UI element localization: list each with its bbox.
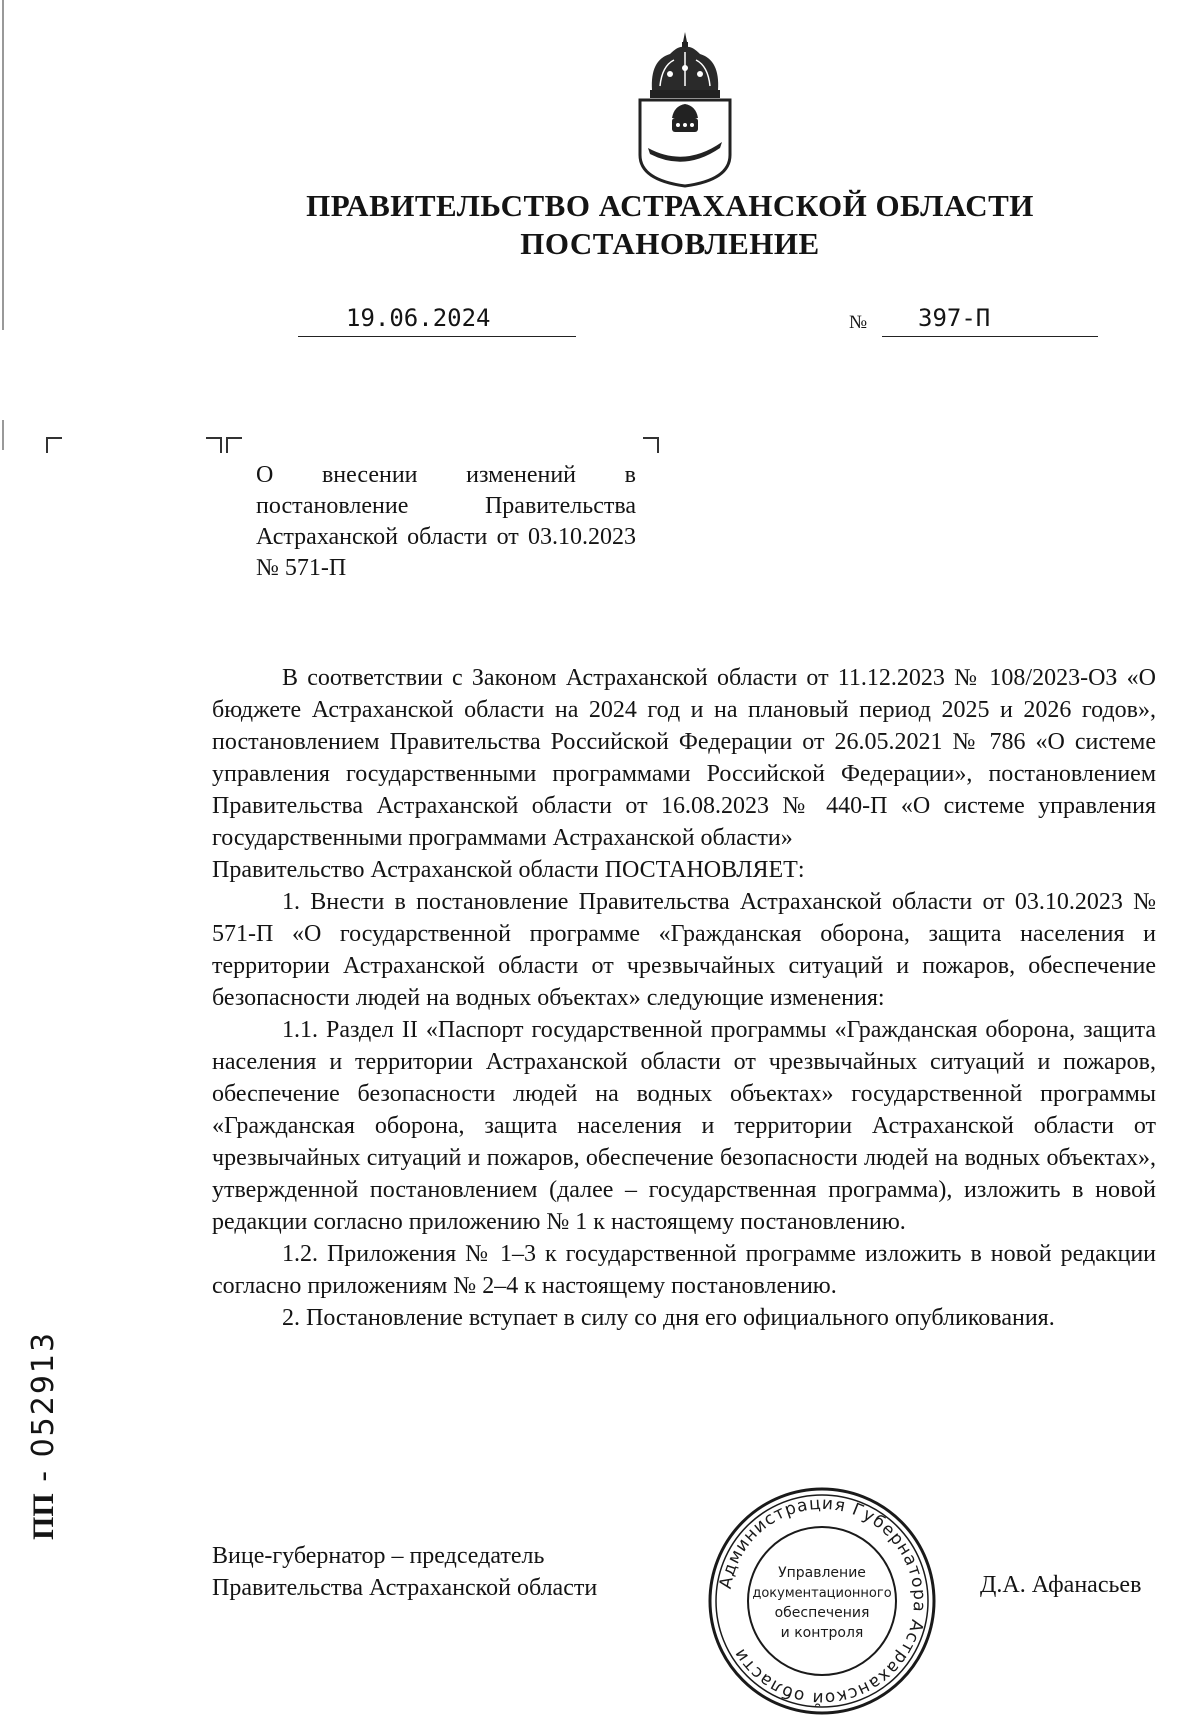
stamp-center-line: и контроля	[780, 1625, 864, 1641]
document-number: 397-П	[918, 304, 991, 332]
date-field	[298, 304, 576, 337]
bracket-corner	[643, 437, 659, 453]
serial-prefix: ПП	[27, 1493, 60, 1540]
bracket-corner	[206, 437, 222, 453]
document-body	[212, 662, 1156, 1334]
government-title: ПРАВИТЕЛЬСТВО АСТРАХАНСКОЙ ОБЛАСТИ	[306, 188, 1034, 223]
bracket-corner	[226, 437, 242, 453]
number-sign: №	[849, 312, 868, 333]
signatory-name: Д.А. Афанасьев	[980, 1572, 1142, 1598]
form-serial-number	[26, 1320, 66, 1540]
stamp-center-line: документационного	[752, 1586, 892, 1601]
stamp-center-line: обеспечения	[774, 1605, 870, 1621]
document-subject: О внесении изменений в постановление Правительства Астраханской области от 03.10.2023 № 571-П	[256, 462, 636, 581]
margin-mark	[2, 420, 4, 450]
paragraph-item-1-2: 1.2. Приложения № 1–3 к государственной программе изложить в новой редакции согласно приложениям № 2–4 к настоящему постановлению.	[212, 1241, 1156, 1299]
paragraph-preamble: В соответствии с Законом Астраханской области от 11.12.2023 № 108/2023-ОЗ «О бюджете Астраханской области на 2024 год и на плановый период 2025 и 2026 годов», постановлением Правительства Российской Федерации от 26.05.2021 № 786 «О системе управления государственными программами Российской Федерации», постановлением Правительства Астраханской области от 16.08.2023 № 440-П «О системе управления государственными программами Астраханской области»	[212, 665, 1156, 851]
official-stamp	[706, 1485, 938, 1717]
stamp-ring-text: Администрация Губернатора Астраханской области	[715, 1493, 930, 1709]
signatory-position	[212, 1540, 597, 1604]
paragraph-item-2: 2. Постановление вступает в силу со дня его официального опубликования.	[282, 1305, 1055, 1331]
number-field	[882, 304, 1098, 337]
paragraph-resolves: Правительство Астраханской области ПОСТАНОВЛЯЕТ:	[212, 857, 805, 883]
margin-mark	[2, 0, 4, 330]
coat-of-arms-emblem	[630, 30, 740, 188]
signatory-position-line: Правительства Астраханской области	[212, 1575, 598, 1601]
signatory-position-line: Вице-губернатор – председатель	[212, 1543, 545, 1569]
stamp-center-line: Управление	[778, 1565, 866, 1581]
bracket-corner	[46, 437, 62, 453]
document-type: ПОСТАНОВЛЕНИЕ	[520, 226, 820, 261]
serial-number: - 052913	[26, 1330, 61, 1494]
paragraph-item-1: 1. Внести в постановление Правительства Астраханской области от 03.10.2023 № 571-П «О государственной программе «Гражданская оборона, защита населения и территории Астраханской области от чрезвычайных ситуаций и пожаров, обеспечение безопасности людей на водных объектах» следующие изменения:	[212, 889, 1156, 1011]
document-date: 19.06.2024	[346, 304, 491, 332]
paragraph-item-1-1: 1.1. Раздел II «Паспорт государственной программы «Гражданская оборона, защита населения и территории Астраханской области от чрезвычайных ситуаций и пожаров, обеспечение безопасности людей на водных объектах» государственной программы «Гражданская оборона, защита населения и территории Астраханской области от чрезвычайных ситуаций и пожаров, обеспечение безопасности людей на водных объектах», утвержденной постановлением (далее – государственная программа), изложить в новой редакции согласно приложению № 1 к настоящему постановлению.	[212, 1017, 1156, 1235]
